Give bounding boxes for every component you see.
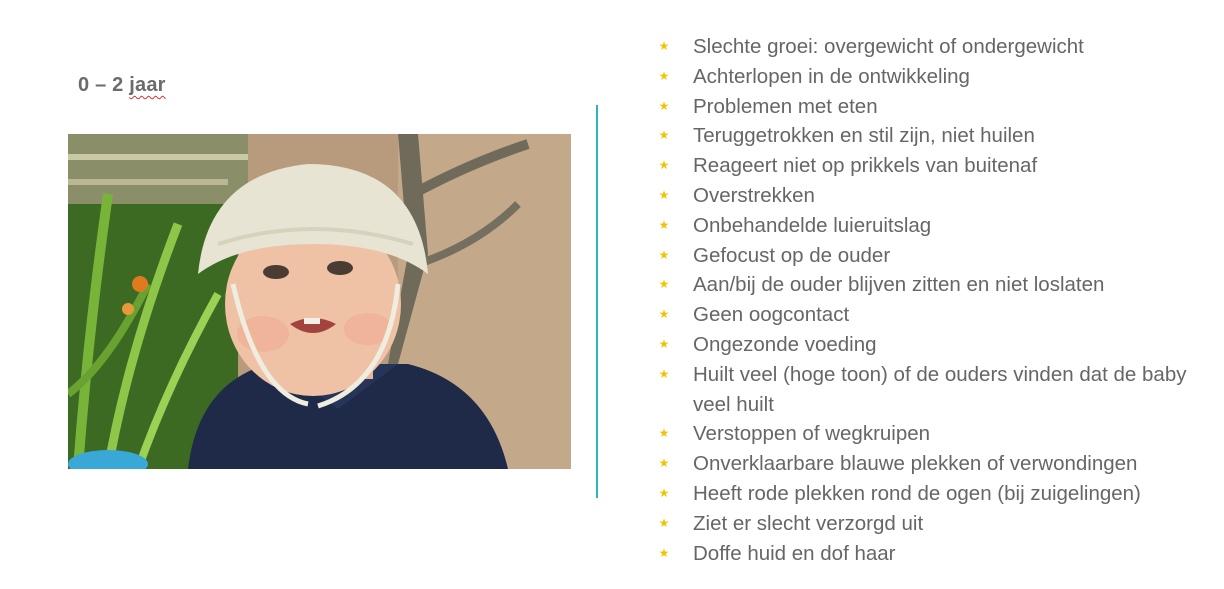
list-item-text: Huilt veel (hoge toon) of de ouders vinden dat de baby veel huilt bbox=[693, 362, 1187, 416]
list-item bbox=[658, 241, 1198, 271]
star-icon: ★ bbox=[658, 277, 670, 292]
list-item bbox=[658, 539, 1198, 569]
star-icon: ★ bbox=[658, 128, 670, 143]
list-item-text: Ziet er slecht verzorgd uit bbox=[693, 511, 924, 535]
list-item-text: Onverklaarbare blauwe plekken of verwondingen bbox=[693, 452, 1138, 476]
star-icon: ★ bbox=[658, 217, 670, 232]
list-item bbox=[658, 121, 1198, 151]
star-icon: ★ bbox=[658, 307, 670, 322]
list-item-text: Problemen met eten bbox=[693, 94, 878, 118]
star-icon: ★ bbox=[658, 366, 670, 381]
star-icon: ★ bbox=[658, 545, 670, 560]
star-icon: ★ bbox=[658, 68, 670, 83]
list-item bbox=[658, 32, 1198, 62]
list-item bbox=[658, 330, 1198, 360]
list-item bbox=[658, 300, 1198, 330]
list-item bbox=[658, 479, 1198, 509]
list-item bbox=[658, 211, 1198, 241]
signs-list bbox=[658, 32, 1198, 568]
toddler-illustration bbox=[68, 134, 571, 469]
list-item-text: Slechte groei: overgewicht of ondergewicht bbox=[693, 35, 1084, 58]
star-icon: ★ bbox=[658, 456, 670, 471]
age-heading-word: jaar bbox=[129, 74, 166, 96]
star-icon: ★ bbox=[658, 485, 670, 500]
star-icon: ★ bbox=[658, 336, 670, 351]
list-item bbox=[658, 62, 1198, 92]
list-item-text: Ongezonde voeding bbox=[693, 332, 877, 356]
star-icon: ★ bbox=[658, 39, 670, 53]
list-item bbox=[658, 270, 1198, 300]
list-item-text: Reageert niet op prikkels van buitenaf bbox=[693, 154, 1038, 178]
toddler-photo bbox=[68, 134, 571, 469]
age-heading bbox=[78, 74, 166, 97]
vertical-divider bbox=[596, 105, 598, 498]
list-item bbox=[658, 360, 1198, 420]
list-item-text: Geen oogcontact bbox=[693, 303, 850, 327]
star-icon: ★ bbox=[658, 158, 670, 173]
list-item bbox=[658, 449, 1198, 479]
list-item-text: Verstoppen of wegkruipen bbox=[693, 422, 931, 446]
star-icon: ★ bbox=[658, 98, 670, 113]
list-item-text: Achterlopen in de ontwikkeling bbox=[693, 64, 970, 88]
list-item bbox=[658, 92, 1198, 122]
list-item-text: Gefocust op de ouder bbox=[693, 243, 891, 267]
star-icon: ★ bbox=[658, 187, 670, 202]
star-icon: ★ bbox=[658, 515, 670, 530]
list-item-text: Overstrekken bbox=[693, 183, 815, 207]
list-item bbox=[658, 419, 1198, 449]
age-heading-prefix: 0 – 2 bbox=[78, 74, 130, 96]
star-icon: ★ bbox=[658, 426, 670, 441]
star-icon: ★ bbox=[658, 247, 670, 262]
list-item bbox=[658, 151, 1198, 181]
list-item-text: Aan/bij de ouder blijven zitten en niet loslaten bbox=[693, 273, 1105, 297]
list-item-text: Onbehandelde luieruitslag bbox=[693, 213, 932, 237]
list-item-text: Teruggetrokken en stil zijn, niet huilen bbox=[693, 124, 1035, 148]
list-item bbox=[658, 509, 1198, 539]
list-item-text: Heeft rode plekken rond de ogen (bij zuigelingen) bbox=[693, 481, 1141, 505]
list-item-text: Doffe huid en dof haar bbox=[693, 541, 896, 565]
list-item bbox=[658, 181, 1198, 211]
